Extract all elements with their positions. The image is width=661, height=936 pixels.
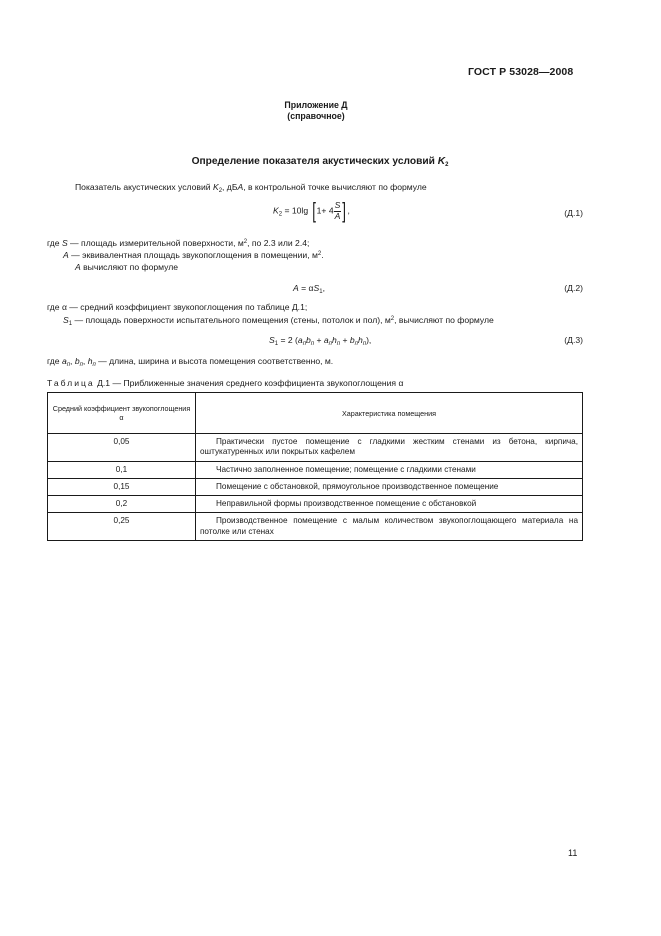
section-title: Определение показателя акустических условий $K_2$ (191, 156, 449, 168)
appendix-title: Приложение Д (284, 100, 348, 110)
a-formula-intro: A вычисляют по формуле (75, 262, 179, 272)
table-row (48, 461, 583, 478)
description-cell: Неправильной формы производственное помещение с обстановкой (196, 496, 583, 513)
alpha-cell: 0,05 (48, 434, 196, 462)
alpha-cell: 0,1 (48, 461, 196, 478)
appendix-subtitle: (справочное) (287, 111, 345, 121)
intro-paragraph: Показатель акустических условий $K_2$, дБА, в контрольной точке вычисляют по формуле (75, 182, 427, 194)
formula-d2: $A = \alpha S_1$, (293, 283, 325, 295)
formula-d3: $S_1 = 2$ $(a_пb_п + a_пh_п + b_пh_п)$, (269, 335, 372, 347)
equation-number-d2: (Д.2) (564, 283, 583, 293)
table-row (48, 496, 583, 513)
description-cell: Практически пустое помещение с гладкими жестким стенами из бетона, кирпича, оштукатуренных или покрытых кафелем (196, 434, 583, 462)
page-number: 11 (568, 848, 578, 858)
col-header-alpha: Средний коэффициент звукопоглощения α (48, 393, 196, 434)
where-s-line: где S — площадь измерительной поверхности, $м^2$, по 2.3 или 2.4; (47, 238, 310, 248)
formula-d1: $K_2 = 10\lg$ [1+ 4 $\frac{S}{A}$ ], (273, 198, 350, 223)
where-dimensions-line: где $a_п$, $b_п$, $h_п$ — длина, ширина и высота помещения соответственно, м. (47, 356, 334, 368)
absorption-table (47, 392, 583, 541)
alpha-cell: 0,25 (48, 513, 196, 541)
where-alpha-line: где α — средний коэффициент звукопоглощения по таблице Д.1; (47, 302, 308, 312)
standard-code: ГОСТ Р 53028—2008 (468, 66, 574, 78)
table-row (48, 478, 583, 495)
alpha-cell: 0,15 (48, 478, 196, 495)
equation-number-d3: (Д.3) (564, 335, 583, 345)
equation-number-d1: (Д.1) (564, 208, 583, 218)
description-cell: Помещение с обстановкой, прямоугольное производственное помещение (196, 478, 583, 495)
table-row (48, 434, 583, 462)
table-header-row (48, 393, 583, 434)
table-row (48, 513, 583, 541)
col-header-description: Характеристика помещения (196, 393, 583, 434)
table-caption: Таблица Д.1 — Приближенные значения среднего коэффициента звукопоглощения α (47, 378, 404, 388)
where-s1-line: $S_1$ — площадь поверхности испытательного помещения (стены, потолок и пол), $м^2$, вычисляют по формуле (63, 315, 494, 327)
alpha-cell: 0,2 (48, 496, 196, 513)
description-cell: Производственное помещение с малым количеством звукопоглощающего материала на потолке или стенах (196, 513, 583, 541)
description-cell: Частично заполненное помещение; помещение с гладкими стенами (196, 461, 583, 478)
where-a-line: A — эквивалентная площадь звукопоглощения в помещении, $м^2$. (63, 250, 324, 260)
